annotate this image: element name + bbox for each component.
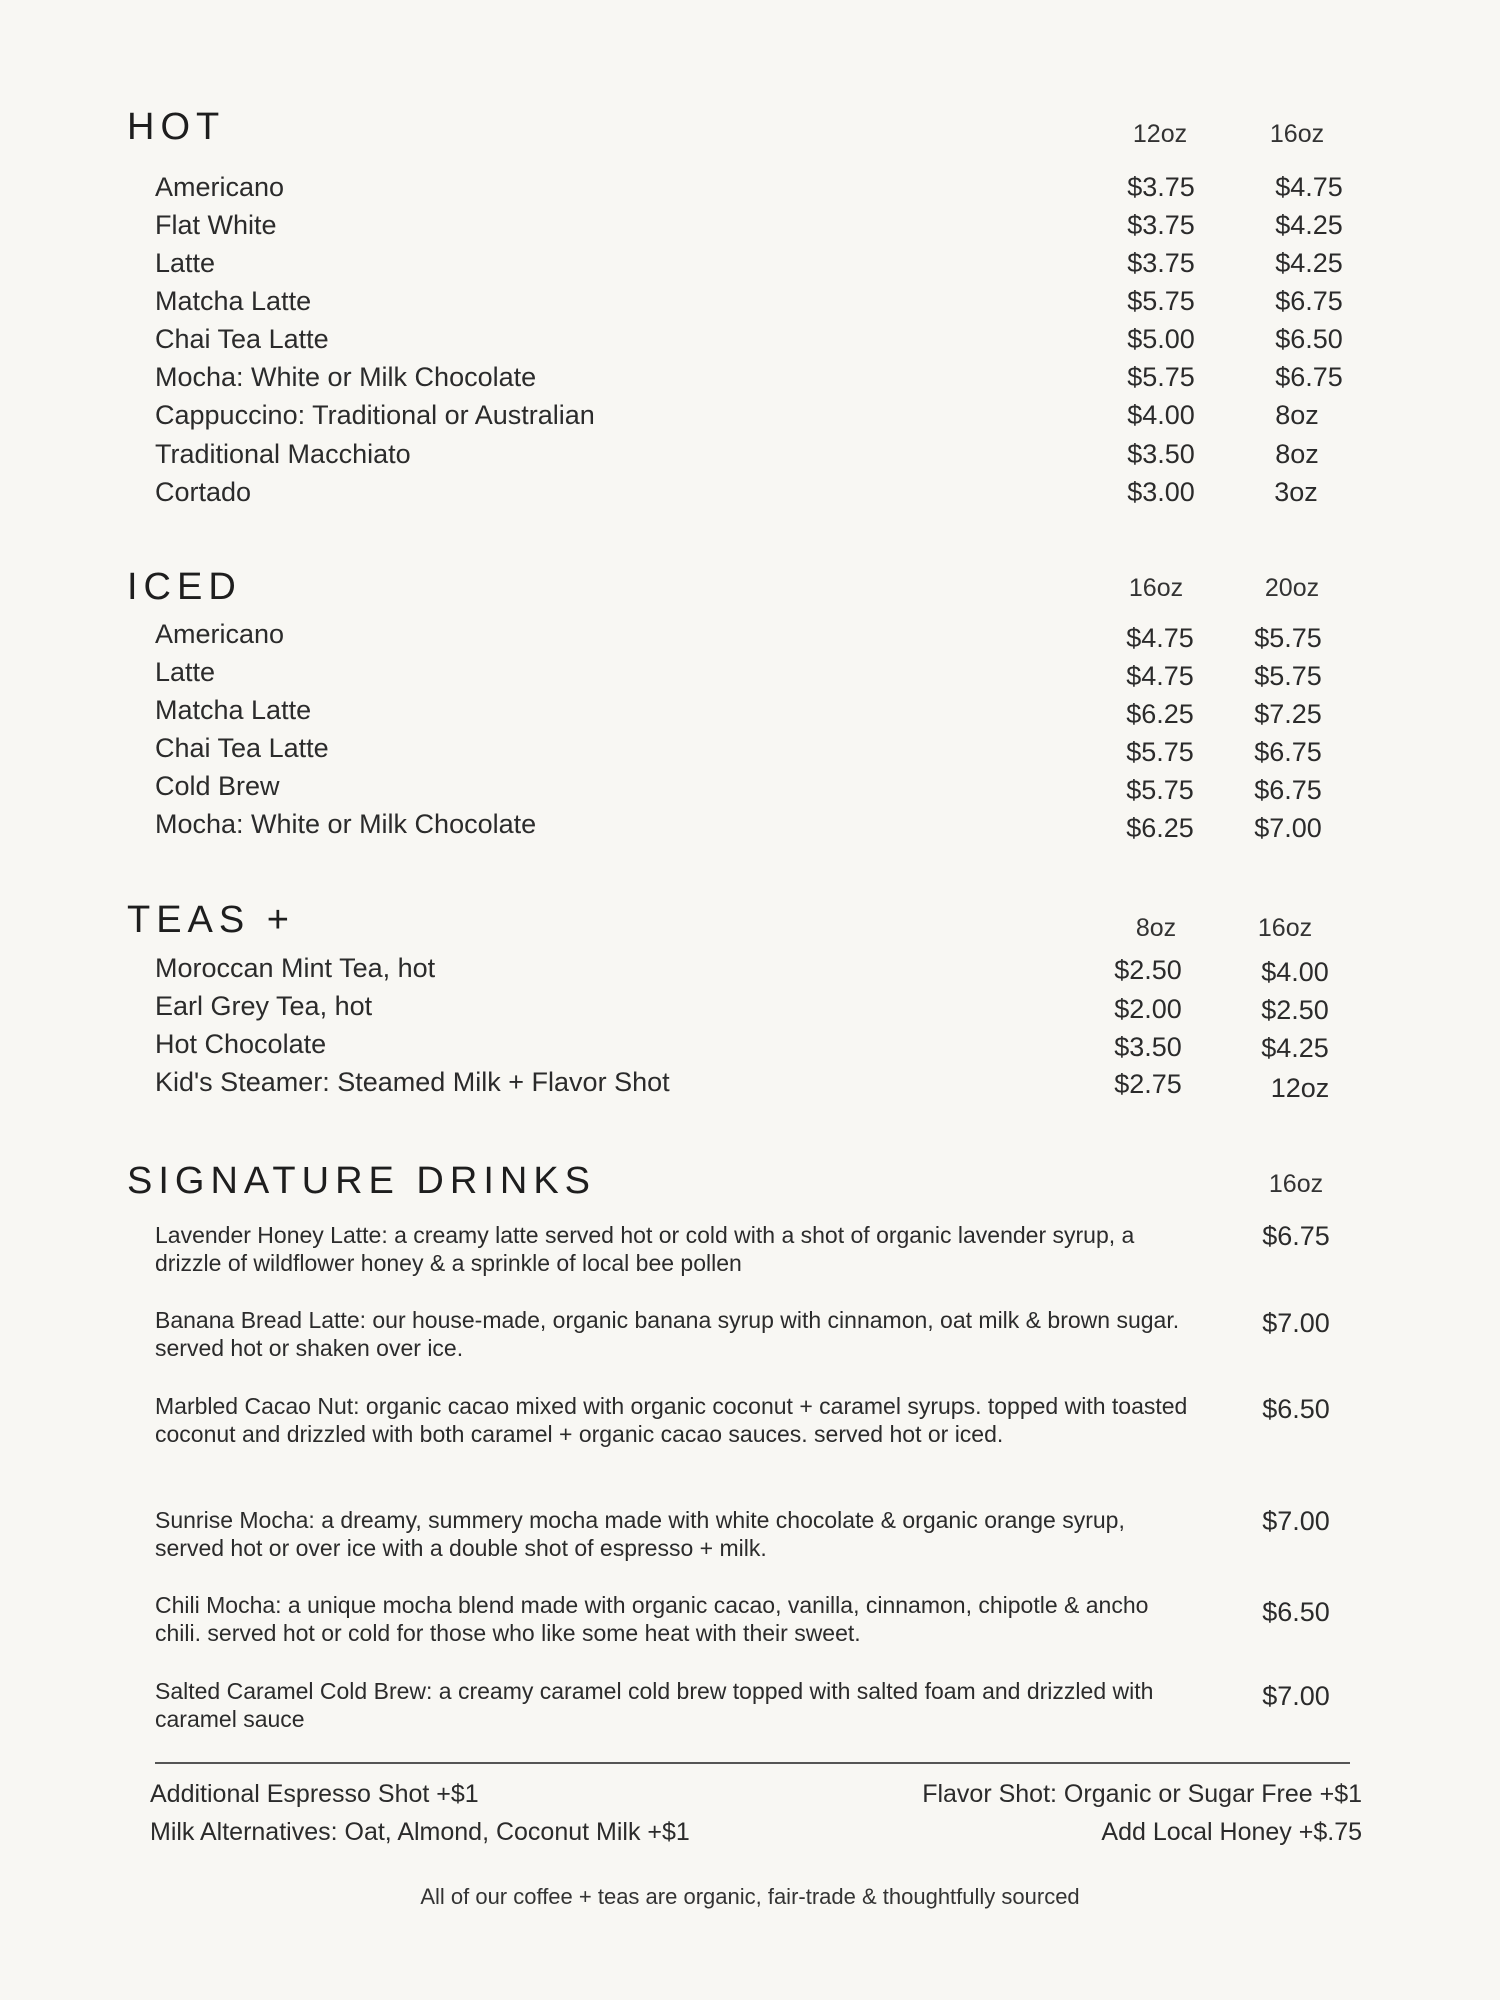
signature-description: Salted Caramel Cold Brew: a creamy caramel cold brew topped with salted foam and drizzled with caramel sauce — [155, 1678, 1154, 1732]
price-large: 12oz — [1270, 1073, 1330, 1103]
price-small: $4.00 — [1127, 400, 1195, 430]
menu-row — [0, 771, 1500, 809]
hot-size-large: 16oz — [1269, 120, 1325, 148]
signature-size: 16oz — [1268, 1170, 1324, 1198]
signature-description: Marbled Cacao Nut: organic cacao mixed with organic coconut + caramel syrups. topped with toasted coconut and drizzled with both caramel + organic cacao sauces. served hot or iced. — [155, 1393, 1188, 1447]
price-small: $2.50 — [1114, 955, 1182, 985]
price-large: $4.25 — [1261, 1033, 1329, 1063]
item-name: Traditional Macchiato — [155, 439, 411, 469]
menu-row — [0, 619, 1500, 657]
price-large: $6.50 — [1275, 324, 1343, 354]
price-large: $7.25 — [1254, 699, 1322, 729]
price-small: $4.75 — [1126, 623, 1194, 653]
signature-description: Lavender Honey Latte: a creamy latte served hot or cold with a shot of organic lavender syrup, a drizzle of wildflower honey & a sprinkle of local bee pollen — [155, 1222, 1135, 1276]
price-small: $2.75 — [1114, 1069, 1182, 1099]
item-name: Chai Tea Latte — [155, 324, 329, 354]
menu-row — [0, 809, 1500, 847]
signature-price: $7.00 — [1262, 1506, 1330, 1536]
item-name: Kid's Steamer: Steamed Milk + Flavor Shot — [155, 1067, 670, 1097]
iced-size-small: 16oz — [1128, 574, 1184, 602]
price-small: $6.25 — [1126, 813, 1194, 843]
item-name: Flat White — [155, 210, 277, 240]
item-name: Matcha Latte — [155, 695, 312, 725]
price-large: $6.75 — [1254, 737, 1322, 767]
item-name: Earl Grey Tea, hot — [155, 991, 373, 1021]
item-name: Matcha Latte — [155, 286, 312, 316]
price-small: $4.75 — [1126, 661, 1194, 691]
price-small: $5.75 — [1126, 737, 1194, 767]
menu-row — [0, 657, 1500, 695]
price-small: $3.50 — [1127, 439, 1195, 469]
price-small: $3.50 — [1114, 1032, 1182, 1062]
teas-size-small: 8oz — [1135, 914, 1177, 942]
extra-espresso-shot: Additional Espresso Shot +$1 — [150, 1780, 479, 1808]
price-large: $4.75 — [1275, 172, 1343, 202]
price-large: $6.75 — [1275, 362, 1343, 392]
signature-title: SIGNATURE DRINKS — [127, 1160, 597, 1202]
price-large: $5.75 — [1254, 623, 1322, 653]
menu-row — [0, 1029, 1500, 1067]
price-small: $5.00 — [1127, 324, 1195, 354]
price-large: $4.00 — [1261, 957, 1329, 987]
menu-row — [0, 248, 1500, 286]
item-name: Chai Tea Latte — [155, 733, 329, 763]
teas-size-large: 16oz — [1257, 914, 1313, 942]
signature-price: $7.00 — [1262, 1308, 1330, 1338]
price-large: $5.75 — [1254, 661, 1322, 691]
price-large: $4.25 — [1275, 248, 1343, 278]
extra-milk-alternatives: Milk Alternatives: Oat, Almond, Coconut Milk +$1 — [150, 1818, 690, 1846]
extra-local-honey: Add Local Honey +$.75 — [1101, 1818, 1362, 1846]
item-name: Cold Brew — [155, 771, 280, 801]
menu-row — [0, 210, 1500, 248]
item-name: Hot Chocolate — [155, 1029, 327, 1059]
extra-flavor-shot: Flavor Shot: Organic or Sugar Free +$1 — [922, 1780, 1362, 1808]
price-large: $2.50 — [1261, 995, 1329, 1025]
menu-row — [0, 400, 1500, 438]
signature-price: $6.50 — [1262, 1394, 1330, 1424]
sourcing-footnote: All of our coffee + teas are organic, fair-trade & thoughtfully sourced — [420, 1884, 1080, 1909]
price-small: $5.75 — [1127, 286, 1195, 316]
iced-title: ICED — [127, 566, 242, 608]
price-small: $6.25 — [1126, 699, 1194, 729]
price-large: $6.75 — [1275, 286, 1343, 316]
hot-title: HOT — [127, 106, 226, 148]
menu-row — [0, 991, 1500, 1029]
price-small: $3.75 — [1127, 172, 1195, 202]
hot-size-small: 12oz — [1132, 120, 1188, 148]
price-small: $5.75 — [1127, 362, 1195, 392]
menu-row — [0, 1067, 1500, 1105]
menu-row — [0, 695, 1500, 733]
signature-price: $7.00 — [1262, 1681, 1330, 1711]
price-large: 3oz — [1274, 477, 1318, 507]
item-name: Mocha: White or Milk Chocolate — [155, 809, 537, 839]
menu-row — [0, 733, 1500, 771]
price-small: $5.75 — [1126, 775, 1194, 805]
menu-row — [0, 172, 1500, 210]
item-name: Cortado — [155, 477, 252, 507]
signature-price: $6.75 — [1262, 1221, 1330, 1251]
price-small: $3.75 — [1127, 210, 1195, 240]
item-name: Mocha: White or Milk Chocolate — [155, 362, 537, 392]
menu-row — [0, 477, 1500, 515]
menu-row — [0, 324, 1500, 362]
price-large: $4.25 — [1275, 210, 1343, 240]
price-small: $2.00 — [1114, 994, 1182, 1024]
item-name: Latte — [155, 248, 216, 278]
signature-description: Chili Mocha: a unique mocha blend made with organic cacao, vanilla, cinnamon, chipotle & ancho chili. served hot or cold for those who like some heat with their sweet. — [155, 1592, 1149, 1646]
price-large: $6.75 — [1254, 775, 1322, 805]
item-name: Cappuccino: Traditional or Australian — [155, 400, 595, 430]
teas-title: TEAS + — [127, 899, 295, 941]
signature-description: Sunrise Mocha: a dreamy, summery mocha made with white chocolate & organic orange syrup, served hot or over ice with a double shot of espresso + milk. — [155, 1507, 1125, 1561]
menu-row — [0, 286, 1500, 324]
divider — [155, 1762, 1350, 1764]
price-large: 8oz — [1275, 400, 1319, 430]
item-name: Americano — [155, 172, 285, 202]
iced-size-large: 20oz — [1264, 574, 1320, 602]
price-small: $3.00 — [1127, 477, 1195, 507]
item-name: Moroccan Mint Tea, hot — [155, 953, 436, 983]
price-large: $7.00 — [1254, 813, 1322, 843]
item-name: Latte — [155, 657, 216, 687]
signature-description: Banana Bread Latte: our house-made, organic banana syrup with cinnamon, oat milk & brown sugar. served hot or shaken over ice. — [155, 1307, 1180, 1361]
item-name: Americano — [155, 619, 285, 649]
signature-price: $6.50 — [1262, 1597, 1330, 1627]
price-large: 8oz — [1275, 439, 1319, 469]
price-small: $3.75 — [1127, 248, 1195, 278]
menu-row — [0, 953, 1500, 991]
menu-row — [0, 439, 1500, 477]
menu-row — [0, 362, 1500, 400]
